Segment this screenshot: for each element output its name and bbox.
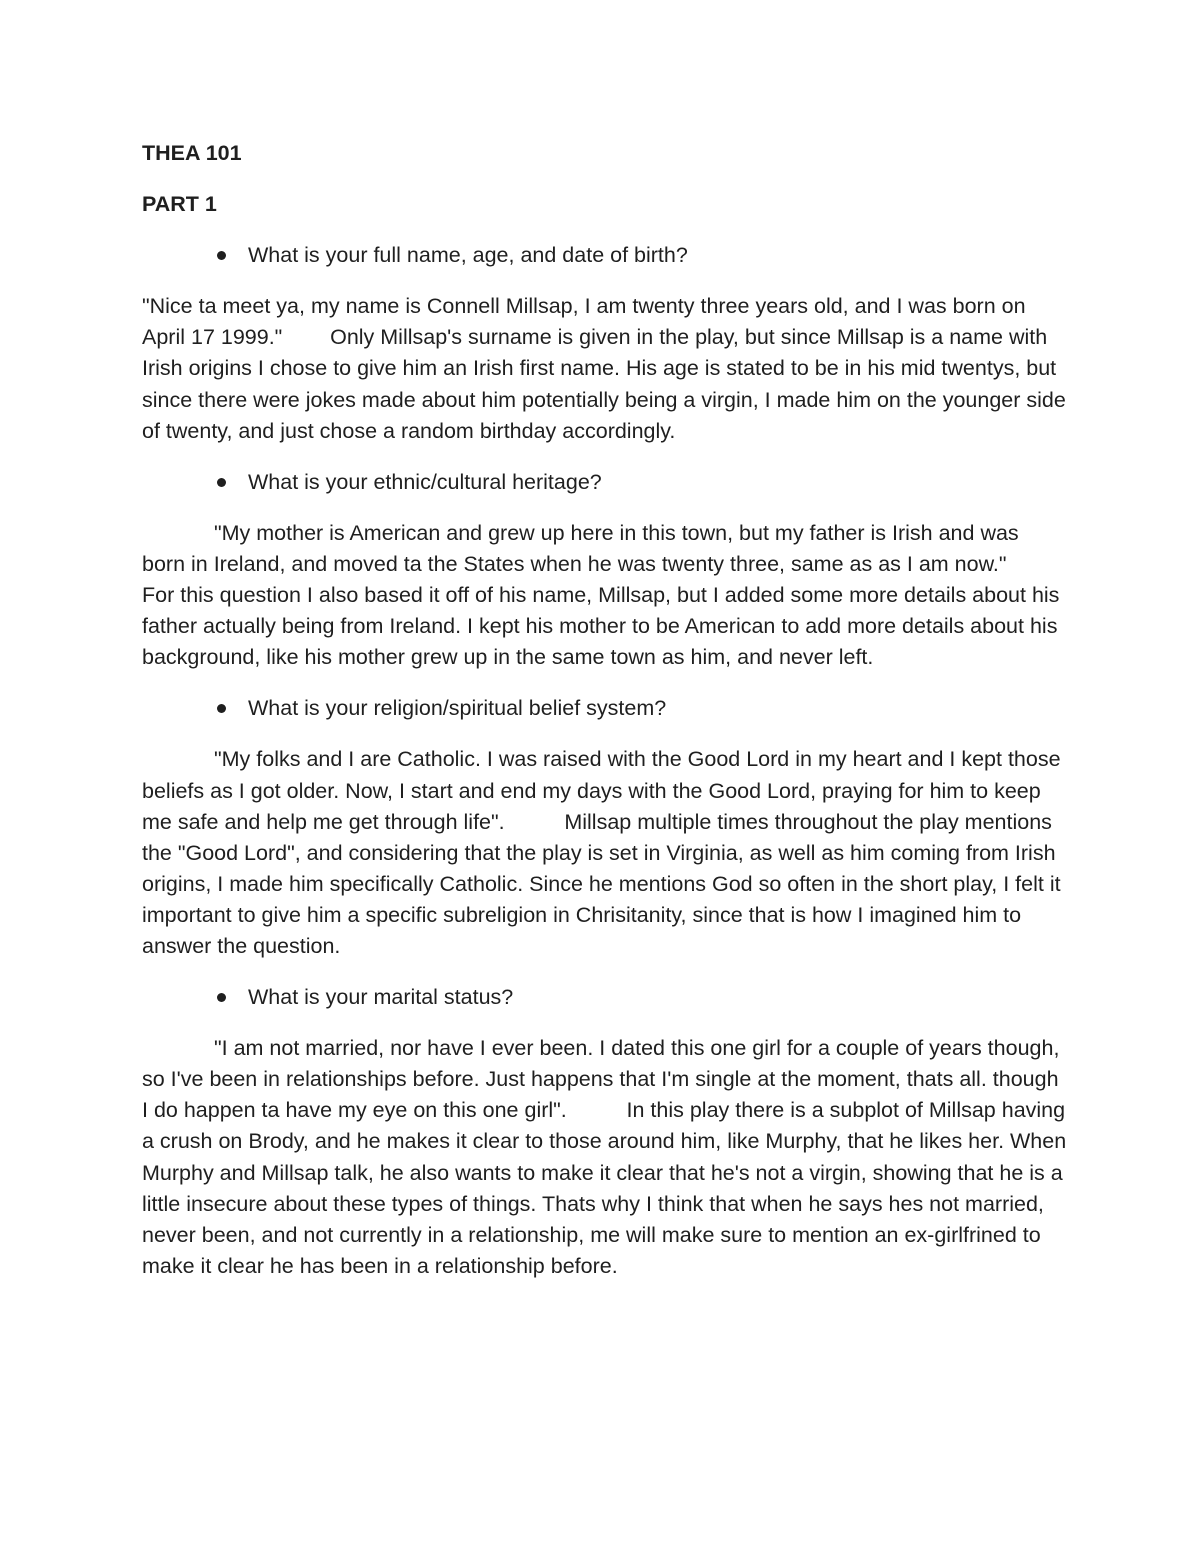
course-title: THEA 101	[142, 141, 242, 165]
document-body	[142, 138, 1103, 1302]
question-text: What is your ethnic/cultural heritage?	[248, 469, 602, 494]
question-text: What is your marital status?	[248, 985, 514, 1010]
bullet-icon	[217, 704, 226, 713]
question-1	[142, 240, 1067, 271]
question-4	[142, 982, 1067, 1013]
bullet-icon	[217, 251, 226, 260]
question-text: What is your religion/spiritual belief system?	[248, 696, 667, 721]
question-3	[142, 693, 1067, 724]
answer-4: "I am not married, nor have I ever been. I dated this one girl for a couple of years though, so I've been in relationships before. Just happens that I'm single at the moment, thats all. though I do happen ta have my eye on this one girl". In this play there is a subplot of Millsap having a crush on Brody, and he makes it clear to those around him, like Murphy, that he likes her. When Murphy and Millsap talk, he also wants to make it clear that he's not a virgin, showing that he is a little insecure about these types of things. Thats why I think that when he says hes not married, never been, and not currently in a relationship, me will make sure to mention an ex-girlfrined to make it clear he has been in a relationship before.	[142, 1036, 1073, 1278]
part-heading: PART 1	[142, 192, 217, 217]
answer-3: "My folks and I are Catholic. I was raised with the Good Lord in my heart and I kept those beliefs as I got older. Now, I start and end my days with the Good Lord, praying for him to keep me safe and help me get through life". Millsap multiple times throughout the play mentions the "Good Lord", and considering that the play is set in Virginia, as well as him coming from Irish origins, I made him specifically Catholic. Since he mentions God so often in the short play, I felt it important to give him a specific subreligion in Chrisitanity, since that is how I imagined him to answer the question.	[142, 747, 1067, 958]
bullet-icon	[217, 993, 226, 1002]
answer-2: "My mother is American and grew up here in this town, but my father is Irish and was born in Ireland, and moved ta the States when he was twenty three, same as as I am now." For this question I also based it off of his name, Millsap, but I added some more details about his father actually being from Ireland. I kept his mother to be American to add more details about his background, like his mother grew up in the same town as him, and never left.	[142, 520, 1103, 670]
question-2	[142, 467, 1067, 498]
bullet-icon	[217, 478, 226, 487]
question-text: What is your full name, age, and date of birth?	[248, 243, 688, 268]
answer-1: "Nice ta meet ya, my name is Connell Millsap, I am twenty three years old, and I was born on April 17 1999." Only Millsap's surname is given in the play, but since Millsap is a name with Irish origins I chose to give him an Irish first name. His age is stated to be in his mid twentys, but since there were jokes made about him potentially being a virgin, I made him on the younger side of twenty, and just chose a random birthday accordingly.	[142, 294, 1072, 443]
